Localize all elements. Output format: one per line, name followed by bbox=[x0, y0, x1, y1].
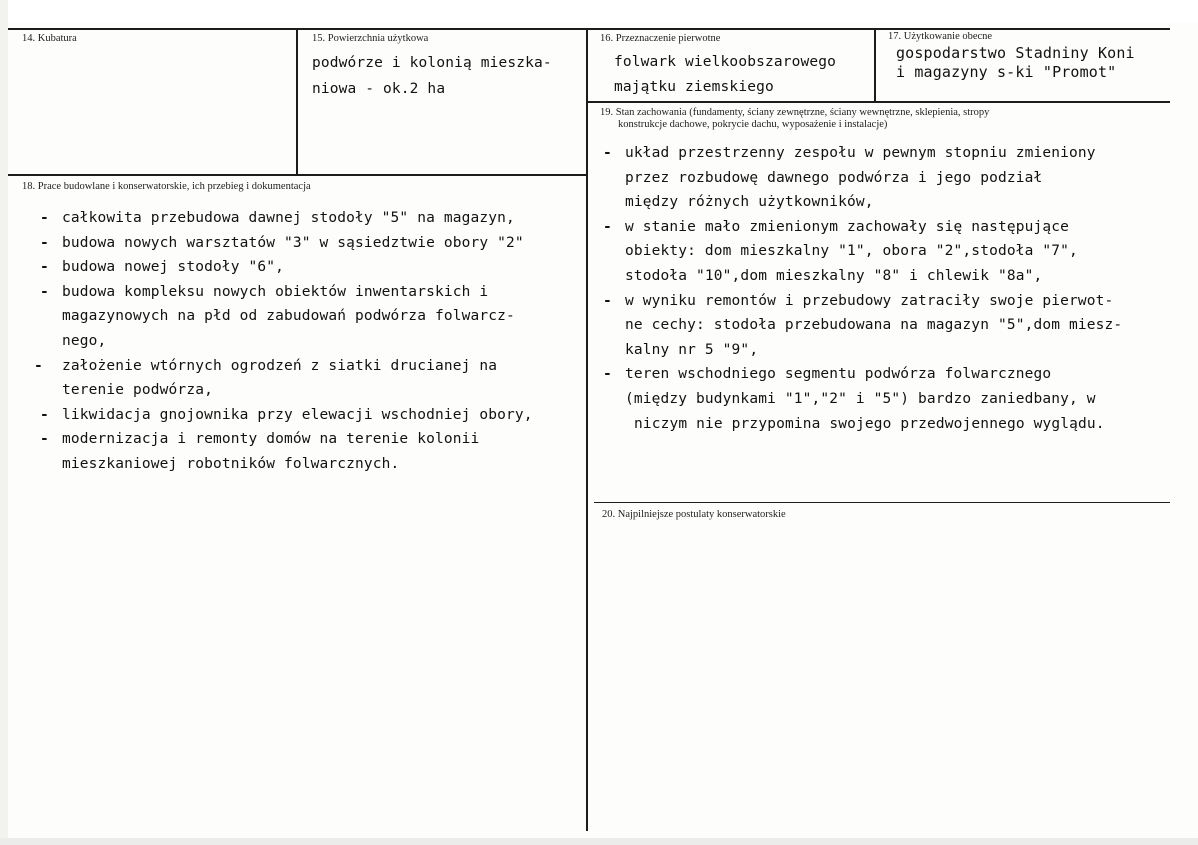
rule-under-16-17 bbox=[588, 101, 1170, 103]
prace-item-5-line-1: założenie wtórnych ogrodzeń z siatki drucianej na bbox=[62, 357, 498, 374]
stan-item-1-cont-2 bbox=[625, 190, 1122, 215]
top-border bbox=[8, 28, 1170, 30]
field-17-uzytkowanie-label: 17. Użytkowanie obecne bbox=[888, 31, 993, 42]
divider-16-17 bbox=[874, 29, 876, 102]
rule-under-19 bbox=[594, 502, 1170, 503]
field-15-powierzchnia-label: 15. Powierzchnia użytkowa bbox=[312, 33, 429, 44]
divider-center bbox=[586, 29, 588, 831]
field-19-stan-list bbox=[603, 141, 1123, 436]
prace-item-1-line-1: całkowita przebudowa dawnej stodoły "5" na magazyn, bbox=[62, 210, 515, 226]
prace-item-5-line-2: terenie podwórza, bbox=[62, 382, 213, 399]
field-17-value-line-1: gospodarstwo Stadniny Koni bbox=[896, 44, 1135, 62]
prace-item-3: - budowa nowej stodoły "6", bbox=[40, 259, 284, 276]
prace-item-4-line-3: nego, bbox=[62, 332, 107, 349]
page-left-edge bbox=[0, 0, 8, 845]
stan-item-3-line-1: w wyniku remontów i przebudowy zatraciły swoje pierwot- bbox=[625, 292, 1114, 309]
prace-item-7-line-1: modernizacja i remonty domów na terenie kolonii bbox=[62, 431, 480, 448]
field-14-kubatura-label: 14. Kubatura bbox=[22, 33, 77, 44]
field-18-prace-label: 18. Prace budowlane i konserwatorskie, ich przebieg i dokumentacja bbox=[22, 181, 311, 192]
field-15-value-line-2: niowa - ok.2 ha bbox=[312, 81, 446, 97]
stan-item-3-line-2: ne cechy: stodoła przebudowana na magazyn "5",dom miesz- bbox=[625, 317, 1123, 334]
prace-item-7: - modernizacja i remonty domów na terenie kolonii bbox=[40, 431, 480, 448]
stan-item-2-line-2: obiekty: dom mieszkalny "1", obora "2",stodoła "7", bbox=[625, 243, 1078, 260]
field-18-prace-list bbox=[34, 206, 533, 477]
prace-item-5-cont-1 bbox=[62, 378, 533, 403]
prace-item-2: - budowa nowych warsztatów "3" w sąsiedztwie obory "2" bbox=[40, 234, 524, 251]
divider-14-15 bbox=[296, 29, 298, 174]
prace-item-7-cont-1 bbox=[62, 452, 533, 477]
prace-item-6-line-1: likwidacja gnojownika przy elewacji wschodniej obory, bbox=[62, 406, 533, 423]
prace-item-7-line-2: mieszkaniowej robotników folwarcznych. bbox=[62, 455, 400, 472]
prace-item-4-line-1: budowa kompleksu nowych obiektów inwentarskich i bbox=[62, 283, 489, 300]
stan-item-1-line-1: układ przestrzenny zespołu w pewnym stopniu zmieniony bbox=[625, 145, 1096, 161]
stan-item-4-line-3: niczym nie przypomina swojego przedwojennego wyglądu. bbox=[634, 415, 1105, 432]
prace-item-4: - budowa kompleksu nowych obiektów inwentarskich i bbox=[40, 283, 489, 300]
stan-item-4-cont-1 bbox=[625, 387, 1122, 412]
stan-item-1: - układ przestrzenny zespołu w pewnym stopniu zmieniony bbox=[603, 145, 1096, 161]
field-16-przeznaczenie-label: 16. Przeznaczenie pierwotne bbox=[600, 33, 721, 44]
field-19-stan-label-line-1: 19. Stan zachowania (fundamenty, ściany zewnętrzne, ściany wewnętrzne, sklepienia, stropy bbox=[600, 107, 990, 118]
field-17-value-line-2: i magazyny s-ki "Promot" bbox=[896, 63, 1117, 81]
stan-item-2: - w stanie mało zmienionym zachowały się następujące bbox=[603, 218, 1069, 235]
stan-item-4-line-2: (między budynkami "1","2" i "5") bardzo zaniedbany, w bbox=[625, 390, 1096, 407]
field-16-value-line-2: majątku ziemskiego bbox=[614, 79, 774, 95]
prace-item-2-line-1: budowa nowych warsztatów "3" w sąsiedztwie obory "2" bbox=[62, 234, 524, 251]
prace-item-4-cont-2 bbox=[62, 329, 533, 354]
field-15-value-line-1: podwórze i kolonią mieszka- bbox=[312, 55, 552, 71]
page-bottom-edge bbox=[0, 838, 1198, 845]
field-16-value-line-1: folwark wielkoobszarowego bbox=[614, 54, 836, 70]
stan-item-2-line-3: stodoła "10",dom mieszkalny "8" i chlewik "8a", bbox=[625, 267, 1043, 284]
prace-item-3-line-1: budowa nowej stodoły "6", bbox=[62, 259, 284, 276]
stan-item-4-cont-2 bbox=[625, 412, 1122, 437]
stan-item-4: - teren wschodniego segmentu podwórza folwarcznego bbox=[603, 366, 1052, 383]
field-20-postulaty-label: 20. Najpilniejsze postulaty konserwatorskie bbox=[602, 509, 786, 520]
field-19-stan-label-line-2: konstrukcje dachowe, pokrycie dachu, wyposażenie i instalacje) bbox=[618, 119, 888, 130]
stan-item-2-line-1: w stanie mało zmienionym zachowały się następujące bbox=[625, 218, 1069, 235]
stan-item-3-line-3: kalny nr 5 "9", bbox=[625, 341, 759, 358]
stan-item-3-cont-1 bbox=[625, 313, 1122, 338]
stan-item-4-line-1: teren wschodniego segmentu podwórza folwarcznego bbox=[625, 366, 1052, 383]
prace-item-4-line-2: magazynowych na płd od zabudowań podwórza folwarcz- bbox=[62, 308, 515, 325]
stan-item-3-cont-2 bbox=[625, 338, 1122, 363]
stan-item-1-line-3: między różnych użytkowników, bbox=[625, 194, 874, 211]
stan-item-1-cont-1 bbox=[625, 166, 1122, 191]
page-top-margin bbox=[0, 0, 1198, 22]
prace-item-4-cont-1 bbox=[62, 304, 533, 329]
prace-item-5: - założenie wtórnych ogrodzeń z siatki drucianej na bbox=[34, 357, 498, 374]
stan-item-2-cont-1 bbox=[625, 239, 1122, 264]
prace-item-6: - likwidacja gnojownika przy elewacji wschodniej obory, bbox=[40, 406, 533, 423]
stan-item-3: - w wyniku remontów i przebudowy zatraciły swoje pierwot- bbox=[603, 292, 1114, 309]
stan-item-1-line-2: przez rozbudowę dawnego podwórza i jego podział bbox=[625, 169, 1043, 186]
prace-item-1: - całkowita przebudowa dawnej stodoły "5" na magazyn, bbox=[40, 210, 515, 226]
stan-item-2-cont-2 bbox=[625, 264, 1122, 289]
rule-under-14-15 bbox=[8, 174, 588, 176]
